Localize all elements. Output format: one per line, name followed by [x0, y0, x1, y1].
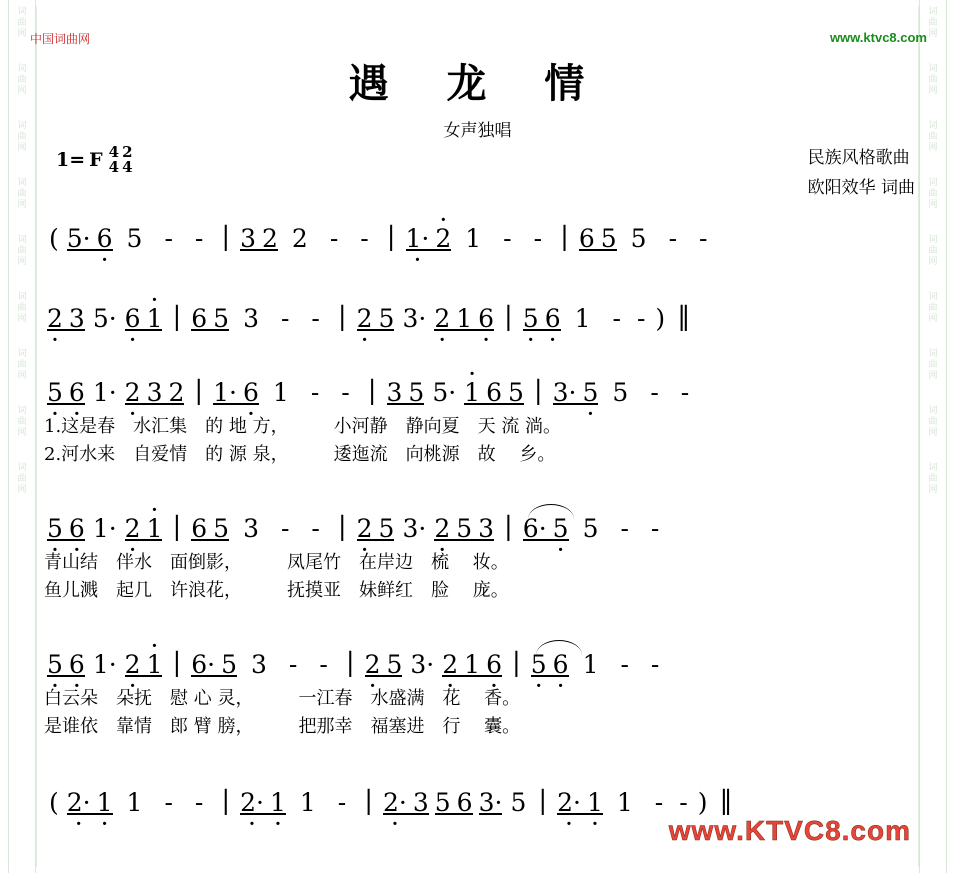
watermark-text: 词 曲 网 [928, 291, 938, 323]
note: 2 · [439, 652, 461, 678]
credits [808, 143, 915, 203]
note: 6 [578, 224, 595, 253]
note-group [439, 652, 505, 678]
note-group [237, 790, 289, 816]
note: 1 [272, 378, 289, 407]
note: 6 · [66, 380, 88, 406]
note: · 1 [144, 516, 166, 542]
note: 1 [456, 304, 473, 333]
note-group [188, 652, 240, 678]
watermark-text: 词 曲 网 [928, 405, 938, 437]
note: · 1 [461, 380, 483, 406]
watermark-text: 词 曲 网 [928, 177, 938, 209]
note: 1· [213, 378, 238, 407]
key-label: 1= [56, 149, 86, 171]
watermark-text: 词 曲 网 [17, 462, 27, 494]
note: 2 · [354, 306, 376, 332]
note: 2 [262, 224, 278, 253]
note: 3 [240, 224, 257, 253]
note-group [476, 790, 506, 816]
note: 3 [386, 378, 403, 407]
note-group [122, 652, 166, 678]
paren-close: ) [655, 304, 666, 333]
note: 6 · [240, 380, 262, 406]
barline: | [560, 222, 569, 252]
barline: | [221, 222, 231, 252]
lyrics-verse-2: 鱼儿溅 起几 许浪花， 抚摸亚 妹鲜红 脸 庞。 [44, 580, 509, 601]
note: 5 [378, 514, 395, 543]
note-group [210, 380, 262, 406]
measure-row [44, 286, 914, 332]
note: 5 [126, 224, 143, 253]
watermark-text: 词 曲 网 [17, 6, 27, 38]
note-dash: - [650, 378, 659, 407]
barline: | [194, 376, 204, 406]
note-group [64, 226, 116, 252]
note: 6 · [483, 652, 505, 678]
note-group [554, 790, 606, 816]
lyrics-line [44, 440, 914, 468]
note: 5 · [44, 652, 66, 678]
note: 5 [434, 788, 451, 817]
note: 3 [146, 378, 163, 407]
note-dash: - [680, 378, 690, 407]
note-dash: - [699, 224, 708, 253]
note: 6· [522, 514, 547, 543]
note: 1· · [403, 226, 433, 252]
paren-open: ( [49, 788, 59, 817]
note: 6· [191, 650, 216, 679]
note-dash: - [654, 788, 664, 817]
note: 2 · [122, 516, 144, 542]
note: 3 [412, 788, 429, 817]
note: 6 [191, 304, 208, 333]
watermark-text: 词 曲 网 [928, 6, 938, 38]
lyrics-verse-2: 2.河水来 自爱情 的 源 泉， 逶迤流 向桃源 故 乡。 [44, 444, 556, 465]
watermark-text: 词 曲 网 [17, 63, 27, 95]
site-name-label: 中国词曲网 [30, 32, 91, 46]
note: 6 [456, 788, 473, 817]
note: 6 · [542, 306, 564, 332]
note-group [122, 380, 188, 406]
note: 5 · [44, 380, 66, 406]
page-subtitle: 女声独唱 [443, 121, 512, 141]
measure-row [44, 770, 914, 816]
watermark-text: 词 曲 网 [928, 234, 938, 266]
note: 2 · [44, 306, 66, 332]
note-group [64, 790, 116, 816]
note-dash: - [337, 788, 347, 817]
note: 5 [213, 514, 230, 543]
note: 6 · [475, 306, 497, 332]
note: 2· · [64, 790, 94, 816]
measure-row [44, 632, 914, 678]
music-system-5 [44, 632, 914, 740]
note: 3 [68, 304, 85, 333]
note: 1· [92, 650, 117, 679]
note-dash: - [194, 788, 204, 817]
note: 5· [66, 224, 91, 253]
time-signature-1-denominator: 4 [108, 158, 120, 176]
note: 1· [92, 378, 117, 407]
note-dash: - [533, 224, 543, 253]
note-group [432, 790, 476, 816]
note-group [576, 226, 620, 252]
lyrics-verse-2: 是谁依 靠情 郎 臂 膀， 把那幸 福塞进 行 囊。 [44, 716, 521, 737]
barline: ‖ [677, 302, 691, 332]
watermark-text: 词 曲 网 [17, 120, 27, 152]
watermark-text: 词 曲 网 [17, 234, 27, 266]
note-dash: - [319, 650, 328, 679]
note: 1 · [584, 790, 606, 816]
time-signature-1-numerator: 4 [108, 143, 120, 161]
music-system-4 [44, 496, 914, 604]
note: 5 [612, 378, 629, 407]
note-dash: - [650, 514, 660, 543]
note: 2 · [354, 516, 376, 542]
note-dash: - [636, 304, 646, 333]
note-group [403, 226, 455, 252]
note: 2 · [122, 652, 144, 678]
note: 2· · [237, 790, 267, 816]
watermark-text: 词 曲 网 [928, 462, 938, 494]
note-dash: - [668, 224, 678, 253]
note: 1 [616, 788, 633, 817]
barline: | [337, 512, 347, 542]
lyrics-line [44, 712, 914, 740]
note-dash: - [310, 378, 320, 407]
key-value: F [89, 149, 103, 171]
note: 5 [630, 224, 647, 253]
barline: | [172, 302, 182, 332]
note-dash: - [194, 224, 204, 253]
note: 1 [299, 788, 316, 817]
measure-row [44, 206, 914, 252]
note: 1 · [94, 790, 116, 816]
lyrics-line [44, 548, 914, 576]
note: 3 [243, 304, 259, 333]
note-dash: - [612, 304, 621, 333]
note: 2 · [362, 652, 384, 678]
note: 2 [168, 378, 185, 407]
note: 2 · [431, 516, 453, 542]
note-group [44, 306, 88, 332]
note-dash: - [164, 788, 173, 817]
barline: | [172, 648, 182, 678]
note: 5 [386, 650, 403, 679]
note: 2 · [122, 380, 144, 406]
note: 2· · [380, 790, 410, 816]
note: 5 [378, 304, 395, 333]
barline: | [337, 302, 347, 332]
measure-row [44, 496, 914, 542]
watermark-text: 词 曲 网 [928, 120, 938, 152]
paren-close: ) [697, 788, 708, 817]
note-group [380, 790, 432, 816]
barline: | [533, 376, 543, 406]
lyrics-verse-1: 白云朵 朵抚 慰 心 灵， 一江春 水盛满 花 香。 [44, 688, 521, 709]
note: · 2 [432, 226, 454, 252]
note-dash: - [620, 650, 629, 679]
note: 5 [507, 378, 524, 407]
note-group [237, 226, 281, 252]
barline: | [504, 512, 513, 542]
note-group [520, 516, 572, 542]
note: 5 · [44, 516, 66, 542]
note: 3· [410, 650, 435, 679]
note: 3 [243, 514, 259, 543]
note-group [362, 652, 406, 678]
credit-author: 欧阳效华 词曲 [807, 178, 915, 198]
note-group [122, 516, 166, 542]
note-dash: - [341, 378, 350, 407]
note-dash: - [288, 650, 298, 679]
note: 5 [221, 650, 238, 679]
note: 1 [464, 650, 481, 679]
note: 5 · [528, 652, 550, 678]
note-dash: - [280, 514, 290, 543]
note: 5· [432, 378, 457, 407]
note-group [354, 516, 398, 542]
note: 5 · [520, 306, 542, 332]
note-dash: - [164, 224, 173, 253]
note: 2 [291, 224, 308, 253]
site-url-label: www.ktvc8.com [829, 30, 927, 45]
note: 5 [456, 514, 473, 543]
barline: | [345, 648, 355, 678]
watermark-text: 词 曲 网 [17, 291, 27, 323]
lyrics-line [44, 684, 914, 712]
note-dash: - [329, 224, 339, 253]
note-group [520, 306, 564, 332]
note-dash: - [679, 788, 688, 817]
note: 5· [92, 304, 117, 333]
barline: | [364, 786, 373, 816]
note-group [188, 306, 232, 332]
lyrics-verse-1: 青山结 伴水 面倒影， 凤尾竹 在岸边 梳 妆。 [44, 552, 509, 573]
credit-style: 民族风格歌曲 [807, 148, 910, 168]
note-dash: - [360, 224, 369, 253]
note: 1 [465, 224, 482, 253]
note-group [528, 652, 572, 678]
note: 2 · [431, 306, 453, 332]
time-signature-2-numerator: 2 [122, 143, 133, 161]
note: 6 · [550, 652, 572, 678]
note: 5 [510, 788, 527, 817]
watermark-text: 词 曲 网 [17, 177, 27, 209]
note-group [44, 516, 88, 542]
note-group [122, 306, 166, 332]
note: 1 · [267, 790, 289, 816]
note: 1 [126, 788, 143, 817]
barline: | [504, 302, 513, 332]
paren-open: ( [49, 224, 59, 253]
watermark-text: 词 曲 网 [928, 63, 938, 95]
watermark-text: 词 曲 网 [17, 348, 27, 380]
note-dash: - [280, 304, 290, 333]
page-title: 遇 龙 情 [348, 60, 607, 107]
time-signature-2-denominator: 4 [122, 158, 133, 176]
note: 3· [552, 378, 577, 407]
note: 5 [213, 304, 230, 333]
note: 5 · [550, 516, 572, 542]
note-group [44, 652, 88, 678]
note: 1 [574, 304, 591, 333]
note: 1 [582, 650, 599, 679]
note-group [461, 380, 527, 406]
music-system-3 [44, 360, 914, 468]
note: 6 · [66, 516, 88, 542]
note-group [354, 306, 398, 332]
note: 6 · [66, 652, 88, 678]
measure-row [44, 360, 914, 406]
barline: | [172, 512, 182, 542]
note: 3· [402, 304, 427, 333]
key-signature [56, 145, 136, 175]
lyrics-line [44, 412, 914, 440]
note: 3· [402, 514, 427, 543]
note: 5 [408, 378, 425, 407]
note-dash: - [311, 514, 320, 543]
note-group [44, 380, 88, 406]
note: 5 [582, 514, 599, 543]
note: 5 [600, 224, 617, 253]
note: 6 [486, 378, 502, 407]
note-dash: - [503, 224, 512, 253]
time-signature-1 [109, 145, 119, 175]
note: 6 · [122, 306, 144, 332]
barline: | [538, 786, 548, 816]
note-group [431, 306, 497, 332]
note-dash: - [311, 304, 320, 333]
note: 1· [92, 514, 117, 543]
note: 2· · [554, 790, 584, 816]
note: · 1 [144, 652, 166, 678]
note: 3 [478, 514, 495, 543]
watermark-bottom-url: www.KTVC8.com [668, 815, 911, 846]
note-group [188, 516, 232, 542]
barline: ‖ [719, 786, 733, 816]
watermark-text: 词 曲 网 [928, 348, 938, 380]
note: 6 · [94, 226, 116, 252]
barline: | [367, 376, 377, 406]
lyrics-verse-1: 1.这是春 水汇集 的 地 方， 小河静 静向夏 天 流 淌。 [44, 416, 562, 437]
watermark-text: 词 曲 网 [17, 405, 27, 437]
note-dash: - [620, 514, 629, 543]
barline: | [221, 786, 231, 816]
barline: | [511, 648, 521, 678]
note: 3 [251, 650, 267, 679]
note: · 1 [144, 306, 166, 332]
note-group [384, 380, 428, 406]
note: 5 · [580, 380, 602, 406]
note-group [431, 516, 497, 542]
lyrics-line [44, 576, 914, 604]
barline: | [386, 222, 396, 252]
music-system-1 [44, 206, 914, 252]
time-signature-2 [122, 145, 132, 175]
note: 6 [191, 514, 208, 543]
note-dash: - [650, 650, 660, 679]
music-system-6 [44, 770, 914, 816]
music-system-2 [44, 286, 914, 332]
note-group [550, 380, 602, 406]
note: 3· [478, 788, 503, 817]
